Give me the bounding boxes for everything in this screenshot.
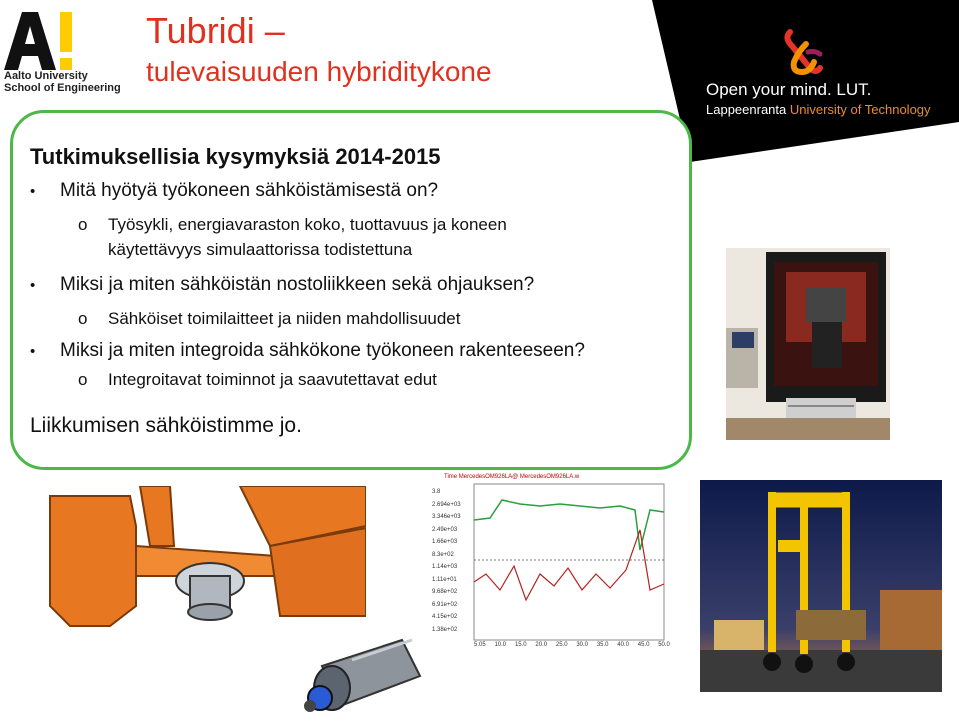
bullet-marker: • (30, 277, 36, 294)
graph-y-label: 3.346e+03 (432, 514, 461, 520)
list-item-text: Työsykli, energiavaraston koko, tuottavuus ja koneen (108, 215, 507, 234)
graph-y-labels (432, 486, 472, 636)
graph-y-label: 1.14e+03 (432, 564, 458, 570)
graph-x-label: 5.05 (474, 642, 486, 648)
list-item (78, 370, 437, 390)
bullet-marker: • (30, 343, 36, 360)
box-footer: Liikkumisen sähköistimme jo. (30, 414, 302, 437)
graph-y-label: 1.66e+03 (432, 539, 458, 545)
simulator-cabin-photo (726, 248, 890, 440)
lut-tagline: Open your mind. LUT. (706, 80, 872, 99)
aalto-logo-icon (4, 12, 76, 70)
graph-x-labels (474, 642, 670, 648)
list-item (30, 180, 439, 202)
slide-title: Tubridi – (146, 10, 285, 51)
graph-y-label: 4.15e+02 (432, 614, 458, 620)
electric-motor-image (292, 636, 426, 724)
lut-university-name (706, 102, 931, 117)
graph-y-label: 6.91e+02 (432, 601, 458, 608)
graph-x-label: 25.0 (555, 642, 568, 648)
lut-sub-accent: University of Technology (789, 102, 931, 117)
aalto-wordmark (4, 70, 121, 94)
list-item-text: Miksi ja miten sähköistän nostoliikkeen sekä ohjauksen? (60, 274, 535, 295)
list-item-continuation: käytettävyys simulaattorissa todistettuna (108, 240, 413, 259)
list-item (30, 340, 585, 362)
sub-bullet-marker: o (78, 370, 88, 389)
graph-x-label: 45.0 (637, 642, 650, 648)
slide-subtitle: tulevaisuuden hybriditykone (146, 56, 492, 87)
graph-y-label: 2.694e+03 (432, 501, 461, 508)
sub-bullet-marker: o (78, 215, 88, 234)
aalto-line2: School of Engineering (4, 82, 121, 94)
bullet-marker: • (30, 183, 36, 200)
list-item (30, 274, 535, 296)
orange-cad-mechanism-image (40, 486, 366, 646)
aalto-line1: Aalto University (4, 70, 88, 82)
list-item-text: Miksi ja miten integroida sähkökone työkoneen rakenteeseen? (60, 340, 585, 361)
list-item (78, 215, 507, 235)
graph-x-label: 40.0 (617, 642, 629, 648)
graph-y-label: 1.38e+02 (432, 626, 458, 633)
box-heading: Tutkimuksellisia kysymyksiä 2014-2015 (30, 144, 441, 169)
graph-y-label: 8.3e+02 (432, 551, 454, 558)
straddle-carrier-render (700, 480, 942, 692)
graph-header: Time MercedesOM926LA@ MercedesOM926LA.w (444, 474, 580, 480)
list-item-text: Mitä hyötyä työkoneen sähköistämisestä on? (60, 180, 439, 201)
graph-x-label: 15.0 (514, 642, 527, 648)
graph-x-label: 30.0 (576, 642, 589, 648)
graph-y-label: 1.11e+01 (432, 576, 457, 583)
graph-x-label: 10.0 (494, 642, 507, 648)
graph-x-label: 35.0 (596, 642, 609, 648)
graph-y-label: 9.68e+02 (432, 589, 458, 595)
graph-y-label: 3.8 (432, 489, 441, 495)
lut-logo-icon (780, 28, 826, 78)
graph-x-label: 20.0 (535, 642, 548, 648)
list-item-text: Integroitavat toiminnot ja saavutettavat edut (108, 370, 437, 389)
list-item (78, 309, 461, 329)
graph-x-label: 50.0 (658, 642, 670, 648)
graph-y-label: 2.49e+03 (432, 526, 458, 533)
list-item-text: Sähköiset toimilaitteet ja niiden mahdollisuudet (108, 309, 461, 328)
lut-sub-main: Lappeenranta (706, 102, 790, 117)
sub-bullet-marker: o (78, 309, 88, 328)
